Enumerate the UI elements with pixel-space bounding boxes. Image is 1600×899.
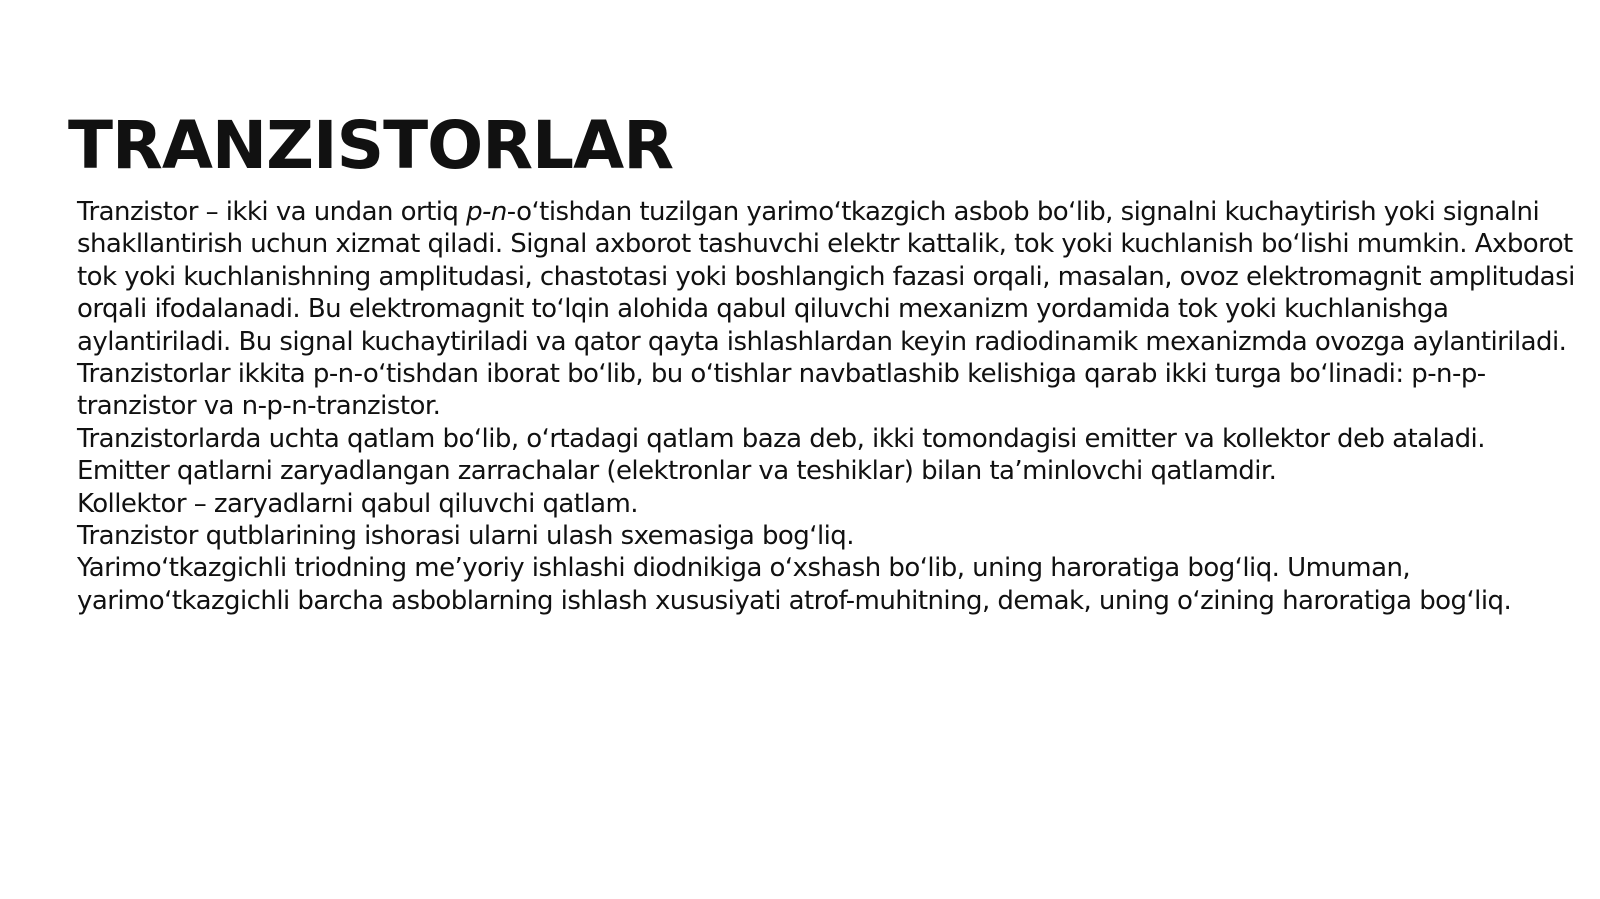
- paragraph-polarity: Tranzistor qutblarining ishorasi ularni ulash sxemasiga bogʻliq.: [77, 521, 854, 552]
- paragraph-emitter: Emitter qatlarni zaryadlangan zarrachalar (elektronlar va teshiklar) bilan taʼminlovchi qatlamdir.: [77, 456, 1277, 487]
- intro-paragraph: [77, 196, 1577, 358]
- slide-title: TRANZISTORLAR: [68, 107, 674, 184]
- intro-text-italic: p-n: [466, 197, 507, 227]
- paragraph-transistor-types: Tranzistorlar ikkita p-n-oʻtishdan iborat boʻlib, bu oʻtishlar navbatlashib kelishiga qarab ikki turga boʻlinadi: p-n-p-tranzistor va n-p-n-tranzistor.: [77, 359, 1486, 422]
- paragraph-collector: Kollektor – zaryadlarni qabul qiluvchi qatlam.: [77, 488, 638, 519]
- paragraph-temperature: Yarimoʻtkazgichli triodning meʼyoriy ishlashi diodnikiga oʻxshash boʻlib, uning haroratiga bogʻliq. Umuman, yarimoʻtkazgichli barcha asboblarning ishlash xususiyati atrof-muhitning, demak, uning oʻzining haroratiga bogʻliq.: [77, 553, 1512, 616]
- intro-text-after: -oʻtishdan tuzilgan yarimoʻtkazgich asbob boʻlib, signalni kuchaytirish yoki signalni shakllantirish uchun xizmat qiladi. Signal axborot tashuvchi elektr kattalik, tok yoki kuchlanish boʻlishi mumkin. Axborot tok yoki kuchlanishning amplitudasi, chastotasi yoki boshlangich fazasi orqali, masalan, ovoz elektromagnit amplitudasi orqali ifodalanadi. Bu elektromagnit toʻlqin alohida qabul qiluvchi mexanizm yordamida tok yoki kuchlanishga aylantiriladi. Bu signal kuchaytiriladi va qator qayta ishlashlardan keyin radiodinamik mexanizmda ovozga aylantiriladi.: [77, 197, 1575, 357]
- intro-text-before: Tranzistor – ikki va undan ortiq: [77, 197, 467, 227]
- paragraph-transistor-layers: Tranzistorlarda uchta qatlam boʻlib, oʻrtadagi qatlam baza deb, ikki tomondagisi emitter va kollektor deb ataladi.: [77, 423, 1485, 454]
- slide-body: [77, 196, 1577, 617]
